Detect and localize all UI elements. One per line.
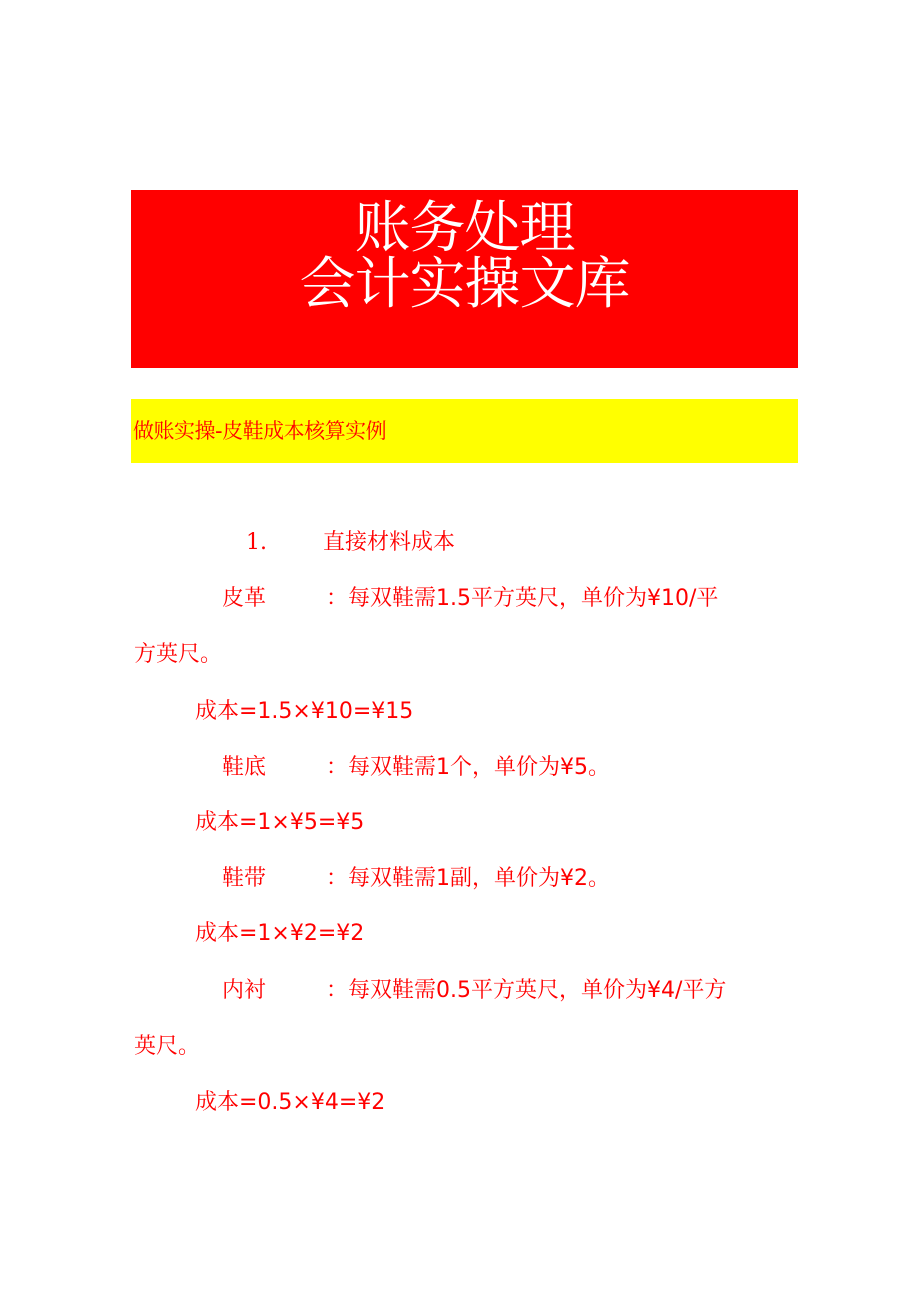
banner-title-line2: 会计实操文库 — [299, 252, 630, 317]
item-desc-laces: ：每双鞋需1副，单价为¥2。 — [326, 866, 610, 891]
item-desc-wrap-lining: 英尺。 — [134, 1034, 201, 1059]
item-cost-leather: 成本=1.5×¥10=¥15 — [195, 699, 414, 724]
banner-title-line1: 账务处理 — [354, 196, 575, 261]
item-desc-leather: ：每双鞋需1.5平方英尺，单价为¥10/平 — [326, 586, 719, 611]
subtitle-bar: 做账实操-皮鞋成本核算实例 — [131, 399, 798, 463]
item-name-lining: 内衬 — [222, 978, 267, 1003]
item-name-laces: 鞋带 — [222, 866, 267, 891]
item-cost-sole: 成本=1×¥5=¥5 — [195, 810, 365, 835]
item-name-sole: 鞋底 — [222, 755, 267, 780]
item-desc-sole: ：每双鞋需1个，单价为¥5。 — [326, 755, 610, 780]
item-name-leather: 皮革 — [222, 586, 267, 611]
item-cost-laces: 成本=1×¥2=¥2 — [195, 921, 365, 946]
section-title: 直接材料成本 — [323, 530, 456, 555]
item-desc-lining: ：每双鞋需0.5平方英尺，单价为¥4/平方 — [326, 978, 727, 1003]
section-number: 1. — [246, 530, 267, 555]
item-desc-wrap-leather: 方英尺。 — [134, 642, 223, 667]
title-banner — [131, 190, 798, 368]
item-cost-lining: 成本=0.5×¥4=¥2 — [195, 1090, 386, 1115]
